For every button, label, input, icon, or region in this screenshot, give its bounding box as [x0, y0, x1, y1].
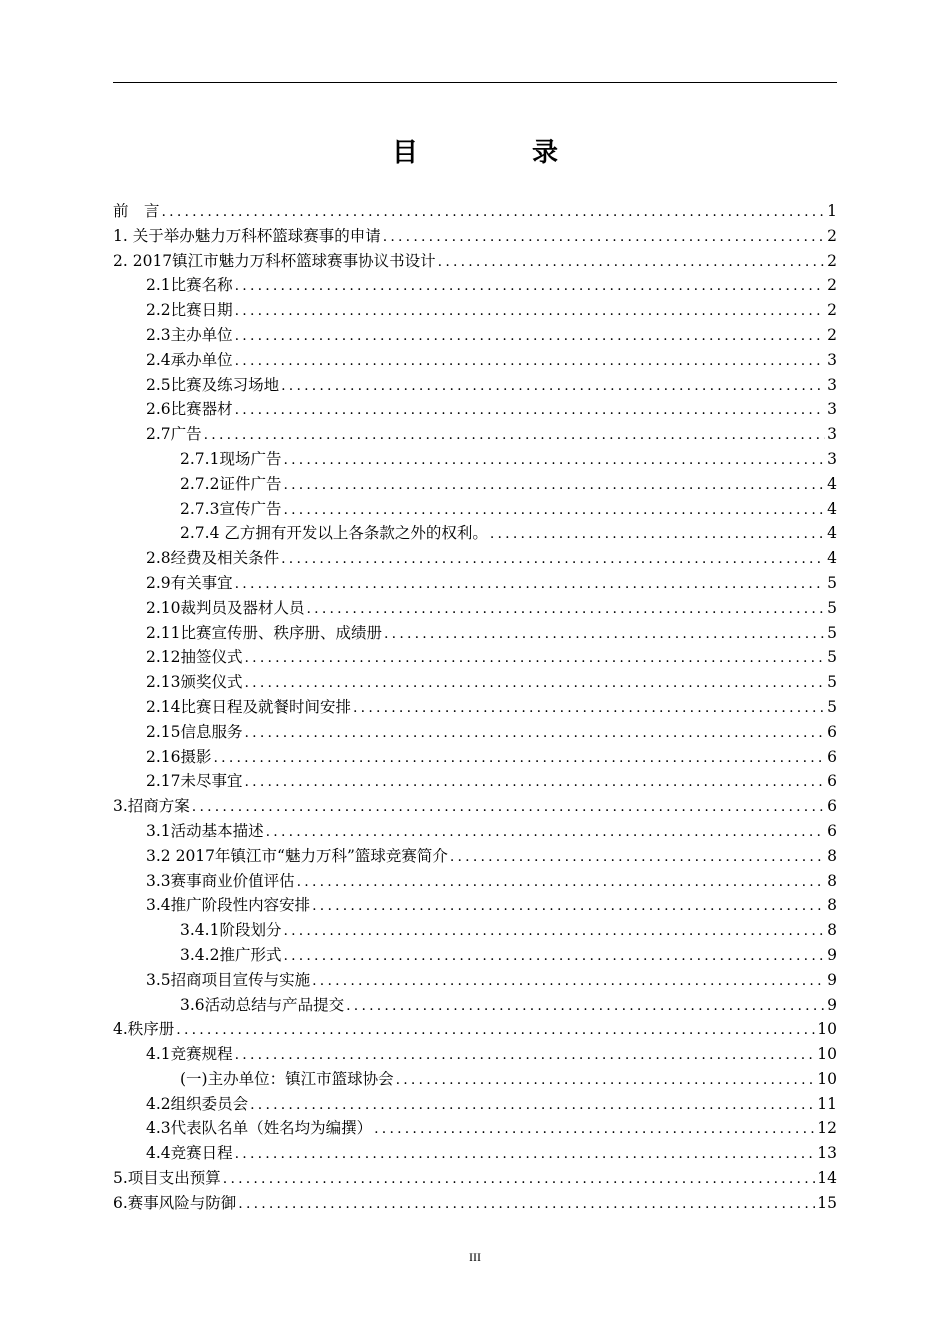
toc-dot-leader	[307, 597, 826, 622]
toc-entry[interactable]	[113, 323, 837, 348]
toc-entry-page: 6	[827, 772, 837, 791]
toc-dot-leader	[312, 969, 825, 994]
toc-entry[interactable]	[113, 869, 837, 894]
toc-entry[interactable]	[113, 1166, 837, 1191]
toc-entry-page: 8	[827, 846, 837, 865]
toc-entry-label: 3.6活动总结与产品提交	[180, 995, 345, 1014]
toc-dot-leader	[245, 646, 826, 671]
toc-entry-page: 5	[827, 573, 837, 592]
toc-dot-leader	[235, 274, 825, 299]
toc-entry-label: 3.1活动基本描述	[146, 821, 264, 840]
toc-entry-page: 2	[827, 226, 837, 245]
toc-dot-leader	[374, 1117, 815, 1142]
toc-entry-page: 4	[827, 499, 837, 518]
toc-entry-label: 3.3赛事商业价值评估	[146, 871, 295, 890]
toc-entry-label: 2.3主办单位	[146, 325, 233, 344]
toc-entry-label: 2.8经费及相关条件	[146, 549, 280, 568]
toc-entry[interactable]	[113, 1116, 837, 1141]
toc-dot-leader	[214, 746, 826, 771]
toc-entry-page: 2	[827, 251, 837, 270]
toc-entry-label: 2.5比赛及练习场地	[146, 375, 280, 394]
toc-dot-leader	[162, 200, 826, 225]
toc-dot-leader	[346, 994, 825, 1019]
toc-entry-page: 8	[827, 921, 837, 940]
toc-entry[interactable]	[113, 571, 837, 596]
toc-entry-page: 2	[827, 276, 837, 295]
toc-entry-label: 2.9有关事宜	[146, 573, 233, 592]
toc-entry-label: 3.4.2推广形式	[180, 945, 282, 964]
toc-entry[interactable]	[113, 596, 837, 621]
toc-entry-label: (一)主办单位：镇江市篮球协会	[180, 1069, 394, 1088]
toc-dot-leader	[245, 770, 826, 795]
toc-entry[interactable]	[113, 521, 837, 546]
toc-entry-page: 5	[827, 598, 837, 617]
toc-entry-label: 2.2比赛日期	[146, 301, 233, 320]
toc-entry-label: 4.3代表队名单（姓名均为编撰）	[146, 1119, 373, 1138]
toc-entry[interactable]	[113, 695, 837, 720]
toc-dot-leader	[245, 721, 826, 746]
toc-entry[interactable]	[113, 298, 837, 323]
toc-entry-label: 2.16摄影	[146, 747, 212, 766]
toc-dot-leader	[238, 1192, 815, 1217]
toc-entry-label: 前 言	[113, 202, 160, 220]
toc-dot-leader	[353, 696, 825, 721]
toc-entry-label: 2.7.3宣传广告	[180, 499, 282, 518]
toc-dot-leader	[235, 299, 825, 324]
toc-entry[interactable]	[113, 224, 837, 249]
toc-entry-page: 8	[827, 896, 837, 915]
toc-entry[interactable]	[113, 497, 837, 522]
toc-entry[interactable]	[113, 397, 837, 422]
toc-entry[interactable]	[113, 422, 837, 447]
toc-entry-label: 2.15信息服务	[146, 722, 243, 741]
toc-entry-label: 4.秩序册	[113, 1020, 175, 1039]
toc-dot-leader	[283, 944, 825, 969]
toc-entry-label: 3.2 2017年镇江市“魅力万科”篮球竞赛简介	[146, 846, 448, 865]
toc-entry[interactable]	[113, 819, 837, 844]
toc-entry-label: 4.2组织委员会	[146, 1094, 249, 1113]
toc-entry-page: 5	[827, 697, 837, 716]
toc-entry-label: 2.7.1现场广告	[180, 449, 282, 468]
toc-entry-page: 6	[827, 821, 837, 840]
toc-entry-label: 2.6比赛器材	[146, 400, 233, 419]
toc-dot-leader	[235, 349, 825, 374]
toc-entry[interactable]	[113, 348, 837, 373]
toc-dot-leader	[266, 820, 825, 845]
toc-entry-label: 4.1竞赛规程	[146, 1045, 233, 1064]
toc-entry[interactable]	[113, 249, 837, 274]
toc-dot-leader	[383, 225, 825, 250]
toc-entry-page: 12	[817, 1119, 837, 1138]
toc-entry-page: 8	[827, 871, 837, 890]
toc-entry[interactable]	[113, 273, 837, 298]
toc-entry[interactable]	[113, 1092, 837, 1117]
toc-entry[interactable]	[113, 794, 837, 819]
toc-entry-label: 2.11比赛宣传册、秩序册、成绩册	[146, 623, 383, 642]
toc-entry[interactable]	[113, 447, 837, 472]
toc-dot-leader	[245, 671, 826, 696]
toc-entry-label: 3.招商方案	[113, 797, 190, 816]
toc-entry-page: 6	[827, 722, 837, 741]
toc-dot-leader	[438, 250, 825, 275]
toc-dot-leader	[204, 423, 825, 448]
toc-dot-leader	[450, 845, 825, 870]
toc-entry-label: 2.7广告	[146, 425, 202, 444]
toc-entry-page: 4	[827, 474, 837, 493]
toc-entry-label: 3.5招商项目宣传与实施	[146, 970, 311, 989]
toc-entry-page: 6	[827, 797, 837, 816]
toc-dot-leader	[250, 1093, 815, 1118]
toc-entry-page: 5	[827, 648, 837, 667]
toc-entry[interactable]	[113, 1141, 837, 1166]
toc-dot-leader	[176, 1018, 815, 1043]
toc-entry[interactable]	[113, 720, 837, 745]
toc-entry-page: 10	[817, 1045, 837, 1064]
toc-entry-page: 13	[817, 1144, 837, 1163]
toc-dot-leader	[223, 1167, 815, 1192]
toc-dot-leader	[283, 448, 825, 473]
toc-entry[interactable]	[113, 199, 837, 224]
toc-entry[interactable]	[113, 769, 837, 794]
toc-entry-label: 4.4竞赛日程	[146, 1144, 233, 1163]
toc-dot-leader	[490, 522, 825, 547]
toc-dot-leader	[384, 622, 825, 647]
header-rule	[113, 82, 837, 83]
toc-entry[interactable]	[113, 621, 837, 646]
toc-entry-label: 2.14比赛日程及就餐时间安排	[146, 697, 352, 716]
toc-entry-label: 5.项目支出预算	[113, 1169, 221, 1188]
toc-entry-label: 2.17未尽事宜	[146, 772, 243, 791]
toc-entry-page: 10	[817, 1069, 837, 1088]
table-of-contents	[113, 199, 837, 1216]
toc-entry-page: 2	[827, 301, 837, 320]
toc-dot-leader	[281, 547, 825, 572]
toc-entry[interactable]	[113, 546, 837, 571]
toc-entry[interactable]	[113, 472, 837, 497]
toc-entry-label: 2.1比赛名称	[146, 276, 233, 295]
toc-entry-label: 2.12抽签仪式	[146, 648, 243, 667]
toc-entry-label: 2.7.2证件广告	[180, 474, 282, 493]
toc-entry-label: 2.13颁奖仪式	[146, 673, 243, 692]
toc-entry-page: 9	[827, 945, 837, 964]
toc-entry-label: 6.赛事风险与防御	[113, 1193, 237, 1212]
toc-dot-leader	[235, 572, 825, 597]
toc-entry[interactable]	[113, 373, 837, 398]
toc-entry[interactable]	[113, 1067, 837, 1092]
toc-dot-leader	[283, 498, 825, 523]
toc-entry[interactable]	[113, 745, 837, 770]
toc-entry[interactable]	[113, 893, 837, 918]
toc-dot-leader	[297, 870, 825, 895]
toc-entry-page: 3	[827, 375, 837, 394]
toc-dot-leader	[235, 398, 825, 423]
toc-entry-page: 3	[827, 400, 837, 419]
toc-dot-leader	[235, 1043, 816, 1068]
toc-entry[interactable]	[113, 1017, 837, 1042]
toc-entry[interactable]	[113, 993, 837, 1018]
page-title: 目 录	[391, 138, 602, 168]
toc-entry-label: 3.4.1阶段划分	[180, 921, 282, 940]
toc-entry-page: 1	[827, 202, 837, 220]
toc-entry-page: 3	[827, 449, 837, 468]
toc-entry[interactable]	[113, 670, 837, 695]
toc-entry-page: 11	[817, 1094, 837, 1113]
toc-entry-page: 14	[817, 1169, 837, 1188]
toc-dot-leader	[312, 894, 825, 919]
toc-entry-page: 2	[827, 325, 837, 344]
toc-entry-page: 9	[827, 970, 837, 989]
toc-entry-label: 2. 2017镇江市魅力万科杯篮球赛事协议书设计	[113, 251, 436, 270]
toc-entry[interactable]	[113, 645, 837, 670]
toc-entry[interactable]	[113, 943, 837, 968]
toc-dot-leader	[283, 919, 825, 944]
toc-entry-page: 3	[827, 350, 837, 369]
toc-entry-page: 15	[817, 1193, 837, 1212]
toc-dot-leader	[192, 795, 825, 820]
toc-entry-page: 6	[827, 747, 837, 766]
toc-dot-leader	[396, 1068, 816, 1093]
toc-entry[interactable]	[113, 1191, 837, 1216]
toc-entry-label: 1. 关于举办魅力万科杯篮球赛事的申请	[113, 226, 381, 245]
toc-entry-label: 2.7.4 乙方拥有开发以上各条款之外的权利。	[180, 524, 488, 543]
toc-dot-leader	[281, 374, 825, 399]
toc-entry-page: 9	[827, 995, 837, 1014]
toc-dot-leader	[283, 473, 825, 498]
toc-dot-leader	[235, 1142, 816, 1167]
toc-entry-page: 4	[827, 549, 837, 568]
toc-entry-label: 3.4推广阶段性内容安排	[146, 896, 311, 915]
toc-entry[interactable]	[113, 844, 837, 869]
toc-entry[interactable]	[113, 1042, 837, 1067]
toc-entry-page: 10	[817, 1020, 837, 1039]
page-number: III	[469, 1250, 481, 1264]
toc-entry-page: 5	[827, 673, 837, 692]
toc-entry[interactable]	[113, 968, 837, 993]
toc-entry-page: 3	[827, 425, 837, 444]
toc-entry-page: 5	[827, 623, 837, 642]
toc-dot-leader	[235, 324, 825, 349]
toc-entry[interactable]	[113, 918, 837, 943]
toc-entry-label: 2.4承办单位	[146, 350, 233, 369]
toc-entry-page: 4	[827, 524, 837, 543]
toc-entry-label: 2.10裁判员及器材人员	[146, 598, 305, 617]
